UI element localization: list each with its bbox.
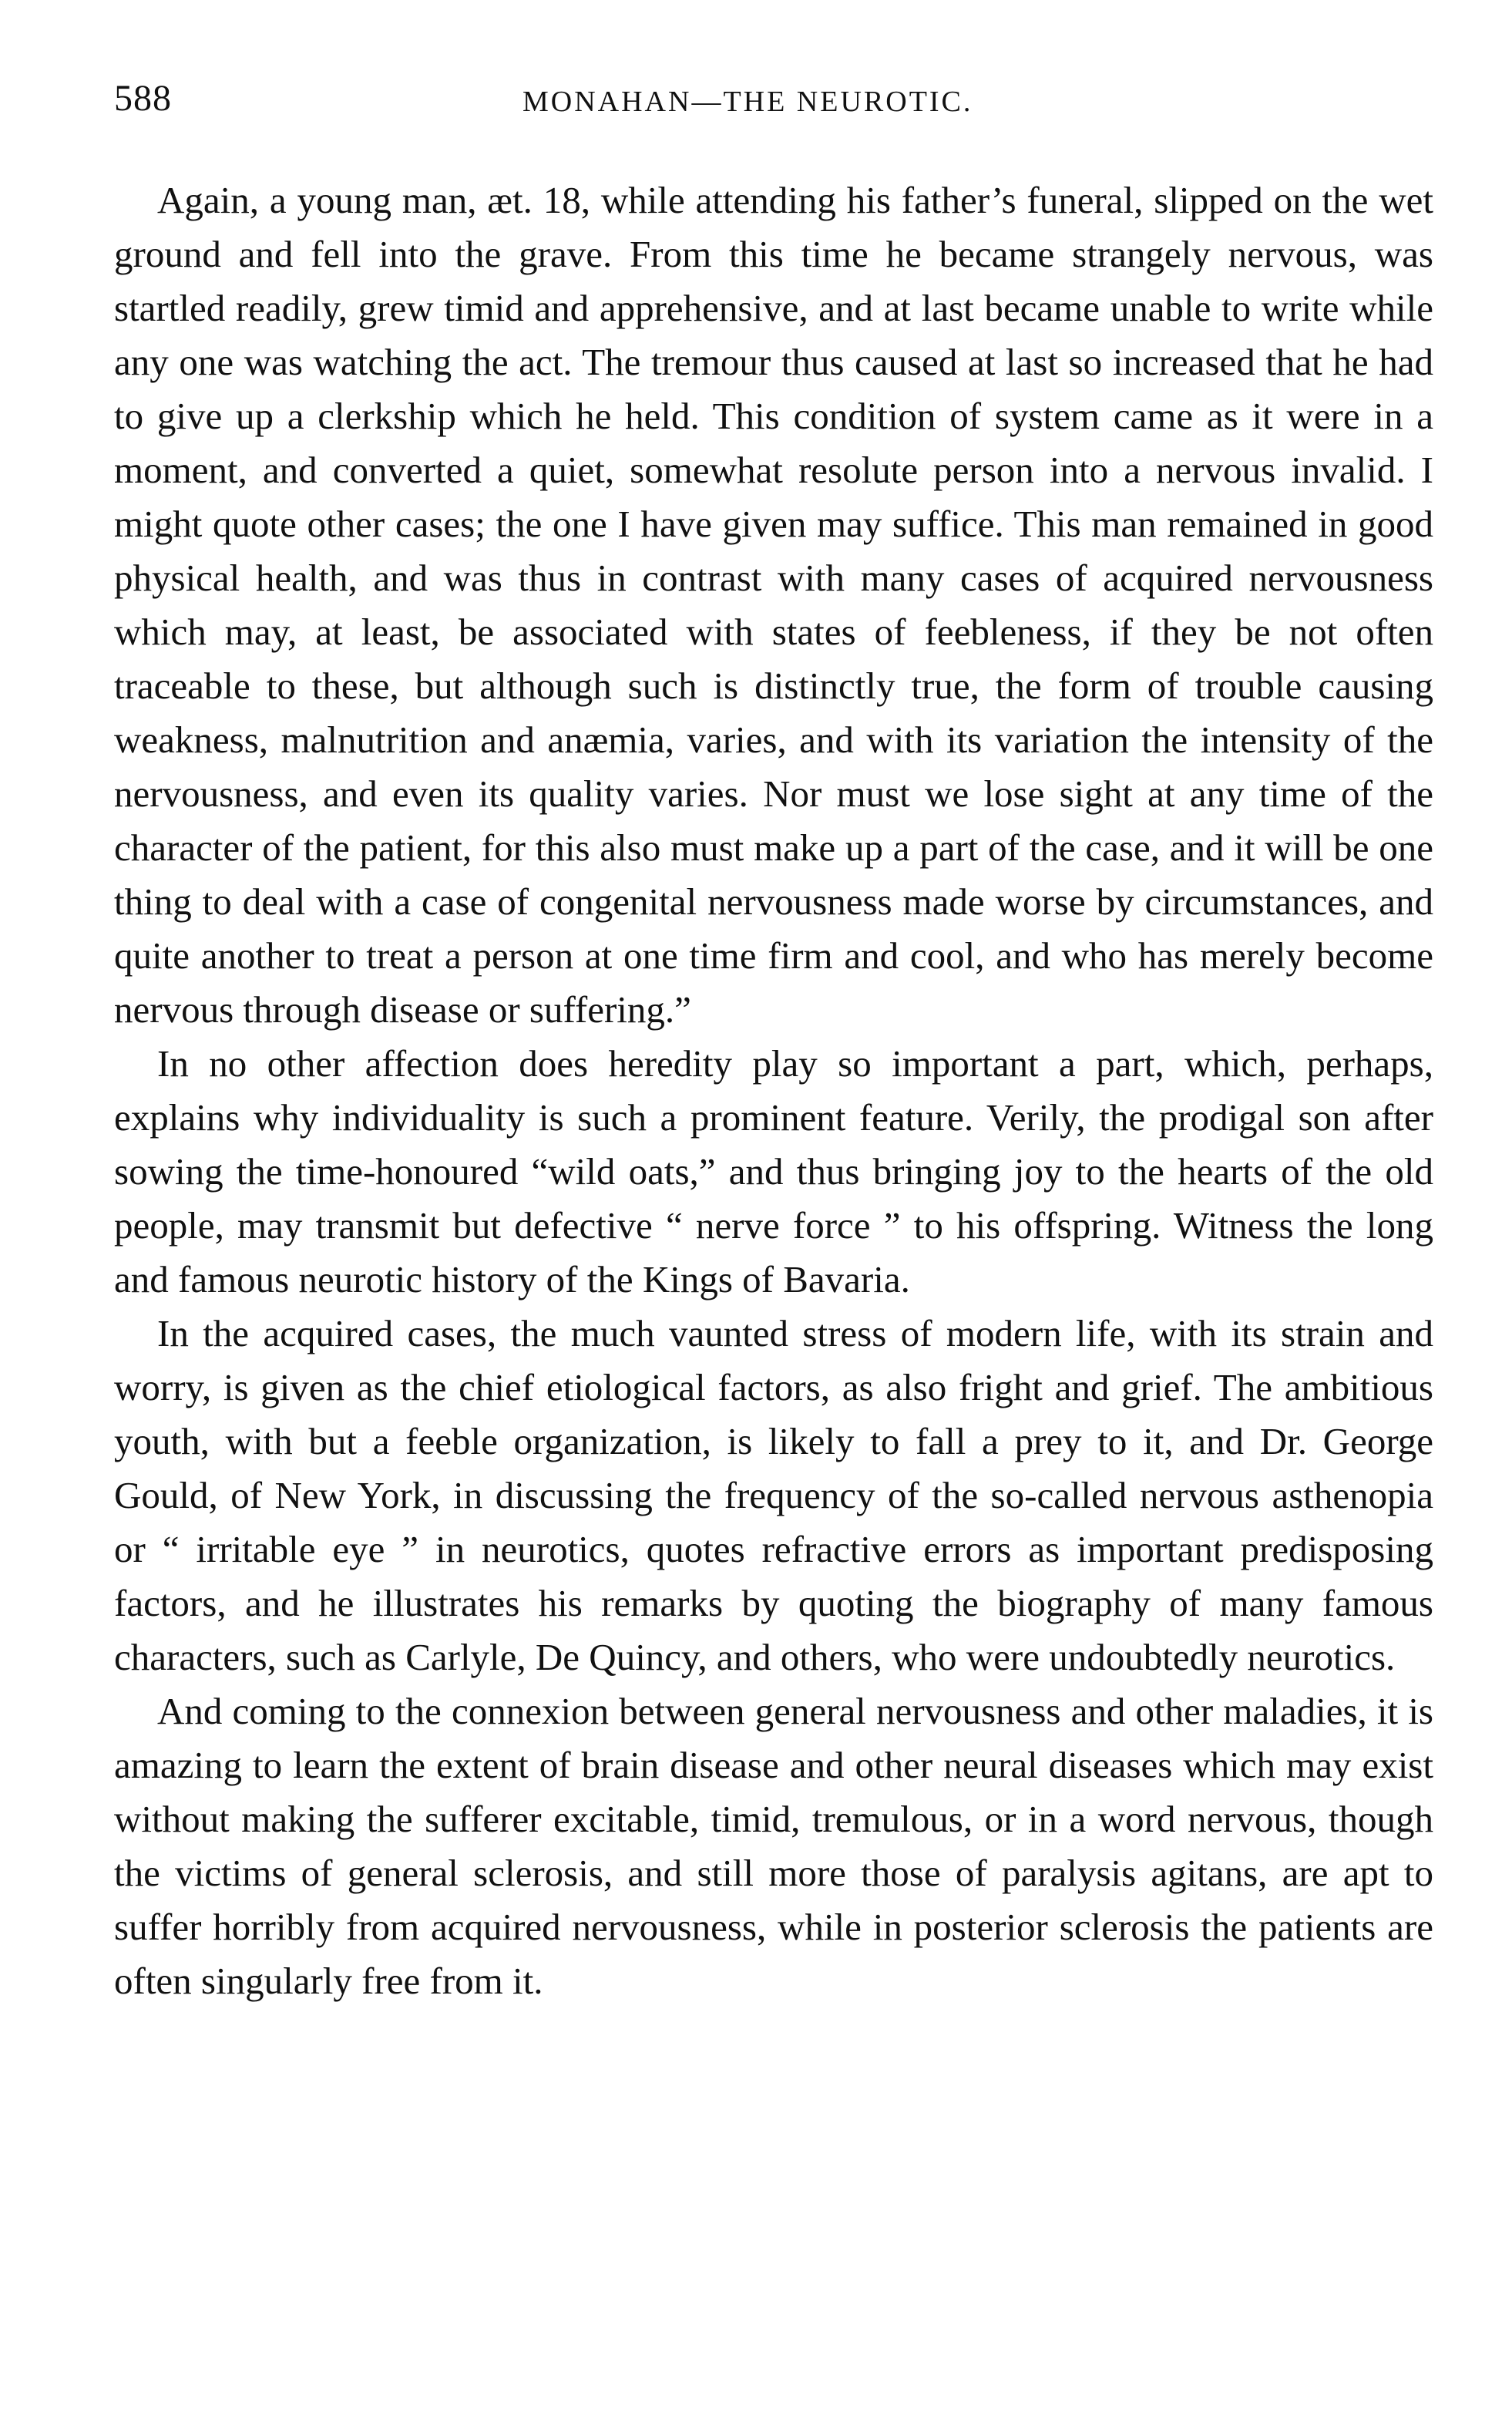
paragraph-heredity: In no other affection does heredity play so important a part, which, perhaps, explains why individuality is such a prominent feature. Verily, the prodigal son after sowing the time-honoured “wild oats,” and thus bringing joy to the hearts of the old people, may transmit but defective “ nerve force ” to his offspring. Witness the long and famous neurotic history of the Kings of Bavaria. (114, 1042, 1433, 1300)
page-number: 588 (114, 78, 172, 119)
running-head: MONAHAN—THE NEUROTIC. (522, 86, 973, 118)
paragraph-acquired-cases: In the acquired cases, the much vaunted stress of modern life, with its strain and worry, is given as the chief etiological factors, as also fright and grief. The ambitious youth, with but a feeble organization, is likely to fall a prey to it, and Dr. George Gould, of New York, in discussing the frequency of the so-called nervous asthenopia or “ irritable eye ” in neurotics, quotes refractive errors as important predisposing factors, and he illustrates his remarks by quoting the biography of many famous characters, such as Carlyle, De Quincy, and others, who were undoubtedly neurotics. (114, 1312, 1433, 1678)
page-header (114, 77, 1440, 123)
paragraph-other-maladies: And coming to the connexion between general nervousness and other maladies, it is amazing to learn the extent of brain disease and other neural diseases which may exist without making the sufferer excitable, timid, tremulous, or in a word nervous, though the victims of general sclerosis, and still more those of paralysis agitans, are apt to suffer horribly from acquired nervousness, while in posterior sclerosis the patients are often singularly free from it. (114, 1690, 1433, 2002)
paragraph-case-report: Again, a young man, æt. 18, while attending his father’s funeral, slipped on the wet ground and fell into the grave. From this time he became strangely nervous, was startled readily, grew timid and apprehensive, and at last became unable to write while any one was watching the act. The tremour thus caused at last so increased that he had to give up a clerkship which he held. This condition of system came as it were in a moment, and converted a quiet, somewhat resolute person into a nervous invalid. I might quote other cases; the one I have given may suffice. This man remained in good physical health, and was thus in contrast with many cases of acquired nervousness which may, at least, be associated with states of feebleness, if they be not often traceable to these, but although such is distinctly true, the form of trouble causing weakness, malnutrition and anæmia, varies, and with its variation the intensity of the nervousness, and even its quality varies. Nor must we lose sight at any time of the character of the patient, for this also must make up a part of the case, and it will be one thing to deal with a case of congenital nervousness made worse by circumstances, and quite another to treat a person at one time firm and cool, and who has merely become nervous through disease or suffering.” (114, 179, 1433, 1031)
body-text (114, 173, 1433, 2008)
